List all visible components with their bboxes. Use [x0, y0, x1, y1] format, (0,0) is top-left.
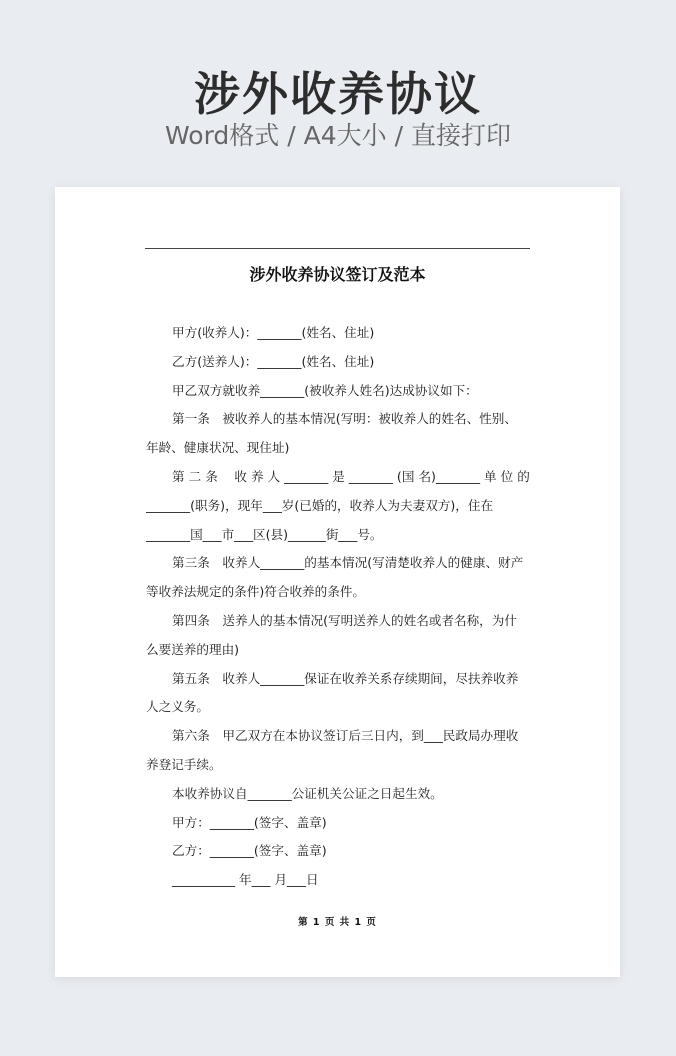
- article-6-line-2: 养登记手续。: [146, 756, 222, 772]
- article-5-line-1: 第五条 收养人_______保证在收养关系存续期间，尽扶养收养: [172, 670, 519, 686]
- article-4-line-1: 第四条 送养人的基本情况(写明送养人的姓名或者名称，为什: [172, 612, 517, 628]
- article-4-line-2: 么要送养的理由): [146, 641, 240, 657]
- signature-party-b: 乙方：_______(签字、盖章): [172, 843, 327, 859]
- signature-party-a: 甲方：_______(签字、盖章): [172, 814, 327, 830]
- page-footer: 第 1 页 共 1 页: [298, 917, 377, 928]
- article-3-line-2: 等收养法规定的条件)符合收养的条件。: [146, 584, 366, 600]
- banner-subtitle: Word格式 / A4大小 / 直接打印: [165, 121, 511, 150]
- banner-title: 涉外收养协议: [194, 67, 482, 121]
- effective-clause: 本收养协议自_______公证机关公证之日起生效。: [172, 785, 443, 801]
- clause-intro: 甲乙双方就收养_______(被收养人姓名)达成协议如下：: [172, 382, 478, 398]
- article-2-line-3: _______国___市___区(县)______街___号。: [146, 526, 383, 542]
- document-page: [55, 187, 620, 977]
- header-rule: [145, 248, 530, 249]
- document-title: 涉外收养协议签订及范本: [249, 265, 426, 284]
- clause-party-b: 乙方(送养人)：_______(姓名、住址): [172, 353, 375, 369]
- article-1-line-1: 第一条 被收养人的基本情况(写明：被收养人的姓名、性别、: [172, 411, 517, 427]
- article-1-line-2: 年龄、健康状况、现住址): [146, 440, 290, 456]
- clause-party-a: 甲方(收养人)：_______(姓名、住址): [172, 325, 375, 340]
- article-2-line-2: _______(职务)，现年___岁(已婚的，收养人为夫妻双方)，住在: [146, 497, 494, 513]
- article-2-line-1: 第 二 条 收 养 人 _______ 是 _______ (国 名)_______ 单 位 的: [172, 468, 530, 484]
- signature-date: __________ 年___ 月___日: [172, 872, 319, 888]
- document-body: [146, 319, 530, 895]
- article-6-line-1: 第六条 甲乙双方在本协议签订后三日内，到___民政局办理收: [172, 728, 519, 744]
- article-5-line-2: 人之义务。: [146, 699, 209, 715]
- article-3-line-1: 第三条 收养人_______的基本情况(写清楚收养人的健康、财产: [172, 555, 524, 571]
